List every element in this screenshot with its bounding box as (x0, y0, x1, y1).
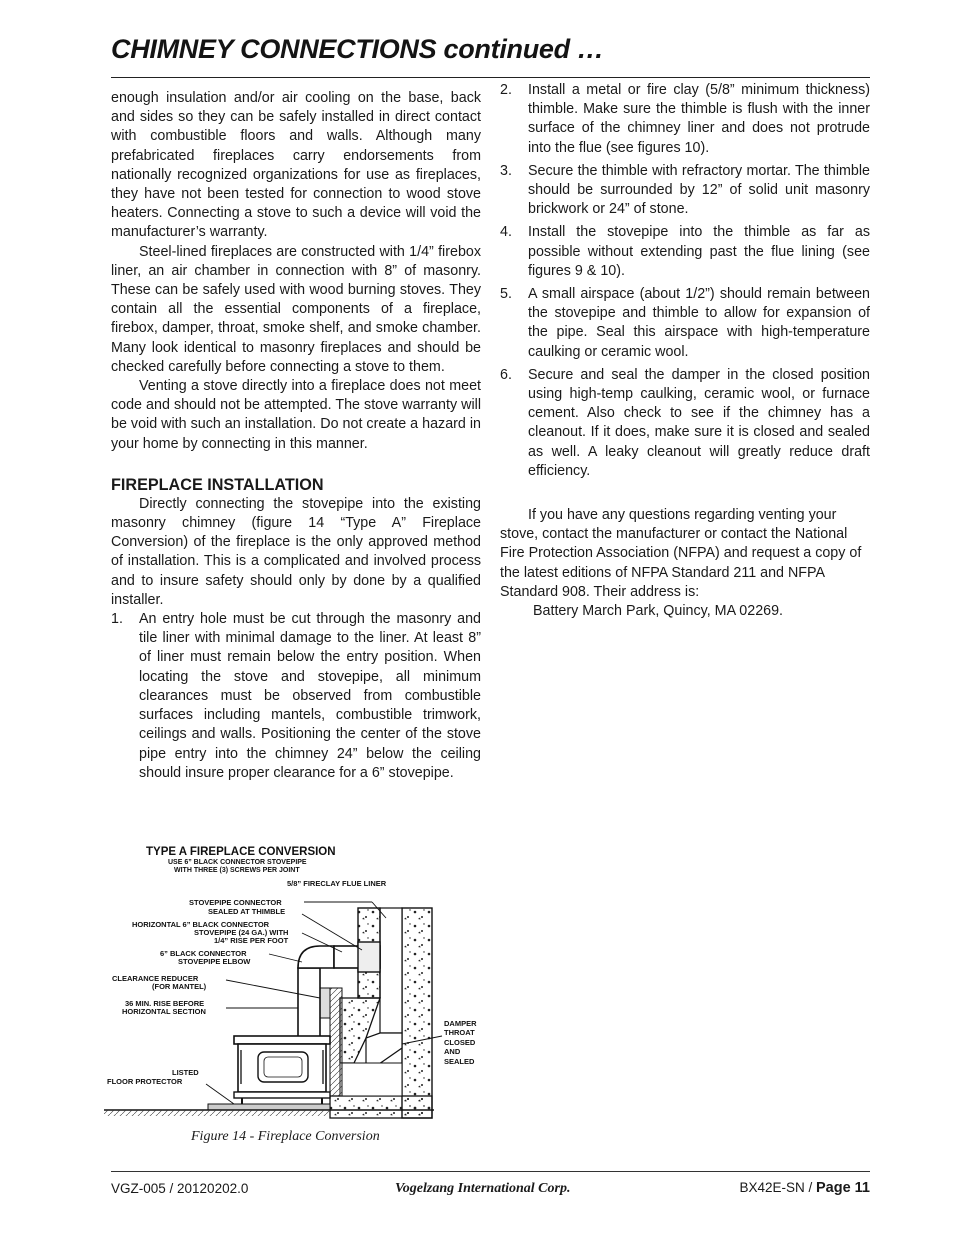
step-number: 2. (500, 82, 512, 98)
step-number: 6. (500, 366, 512, 383)
fireplace-diagram (104, 838, 494, 1123)
hearth-floor (330, 1096, 432, 1118)
page-number: Page 11 (815, 1180, 870, 1196)
label-connector: STOVEPIPE CONNECTOR (189, 898, 282, 907)
label-damper: AND (444, 1047, 461, 1056)
label-elbow: STOVEPIPE ELBOW (178, 957, 251, 966)
figure-title: TYPE A FIREPLACE CONVERSION (146, 846, 336, 858)
footer-company: Vogelzang International Corp. (395, 1181, 571, 1196)
step-number: 5. (500, 286, 512, 303)
figure-subtitle: USE 6” BLACK CONNECTOR STOVEPIPE (168, 859, 307, 866)
label-damper: SEALED (444, 1057, 475, 1066)
list-item (500, 223, 870, 281)
label-reducer: (FOR MANTEL) (152, 982, 207, 991)
page-title: CHIMNEY CONNECTIONS continued … (111, 34, 604, 64)
firebox-opening (340, 1063, 402, 1096)
step-text: Install the stovepipe into the thimble as far as possible without extending past the flue lining (see figures 9 & 10). (528, 224, 870, 279)
label-connector: SEALED AT THIMBLE (208, 907, 286, 916)
stove-door (258, 1052, 308, 1082)
paragraph: Steel-lined fireplaces are constructed with 1/4” firebox liner, an air chamber in connection with 8” of masonry. These can be safely used with wood burning stoves. They contain all the essential components of a fireplace, firebox, damper, throat, smoke shelf, and smoke chamber. Many look identical to masonry fireplaces and should be checked carefully before connecting a stove to them. (111, 243, 481, 375)
step-text: An entry hole must be cut through the masonry and tile liner with minimal damage to the liner. At least 8” of liner must remain below the entry position. When locating the stove and stovepipe, all minimum clearances must be observed from combustible surfaces including mantels, combustible trimwork, ceilings and walls. Positioning the center of the stove pipe entry into the chimney 24” below the ceiling should insure proper clearance for a 6” stovepipe. (139, 611, 481, 781)
stovepipe-elbow (298, 946, 334, 968)
mantel (330, 988, 342, 1096)
label-flue-liner: 5/8” FIRECLAY FLUE LINER (287, 879, 387, 888)
section-heading: FIREPLACE INSTALLATION (111, 475, 324, 494)
label-rise: 36 MIN. RISE BEFORE (125, 999, 205, 1008)
footer-doc-code: VGZ-005 / 20120202.0 (111, 1181, 249, 1196)
label-damper: THROAT (444, 1028, 475, 1037)
label-horizontal: HORIZONTAL 6” BLACK CONNECTOR (132, 920, 270, 929)
paragraph: enough insulation and/or air cooling on the base, back and sides so they can be safely installed in direct contact with combustible floors and walls. Although many prefabricated fireplaces carry endorsements from nationally recognized organizations for use as fireplaces, they have not been tested for connection to wood stove heaters. Connecting a stove to such a device will void the manufacturer’s warranty. (111, 90, 481, 241)
label-horizontal: STOVEPIPE (24 GA.) WITH (194, 928, 289, 937)
step-text: Install a metal or fire clay (5/8” minimum thickness) thimble. Make sure the thimble is flush with the inner surface of the chimney liner and does not protrude into the flue (see figures 10). (528, 82, 870, 156)
stove-base (234, 1092, 330, 1098)
title-divider (111, 77, 870, 78)
footer-page-info (739, 1180, 870, 1196)
list-item (500, 285, 870, 362)
fireplace-conversion-figure (104, 838, 494, 1123)
label-damper: CLOSED (444, 1038, 476, 1047)
step-number: 4. (500, 224, 512, 241)
footer-divider (111, 1171, 870, 1172)
chimney-back-wall (402, 908, 432, 1118)
flue-liner (380, 908, 402, 1033)
label-protector: FLOOR PROTECTOR (107, 1077, 183, 1086)
footer-model: BX42E-SN / (739, 1180, 816, 1195)
step-text: A small airspace (about 1/2”) should remain between the stovepipe and thimble to allow for expansion of the pipe. Seal this airspace with high-temperature caulking or ceramic wool. (528, 286, 870, 360)
label-protector: LISTED (172, 1068, 199, 1077)
step-text: Secure and seal the damper in the closed position using high-temp caulking, ceramic wool, or furnace cement. Also check to see if the chimney has a cleanout. If it does, make sure it is closed and sealed as well. A leaky cleanout will greatly reduce draft efficiency. (528, 366, 870, 479)
label-elbow: 6” BLACK CONNECTOR (160, 949, 247, 958)
step-number: 1. (111, 611, 123, 628)
list-item (500, 81, 870, 158)
label-reducer: CLEARANCE REDUCER (112, 974, 199, 983)
list-item (500, 162, 870, 220)
figure-caption: Figure 14 - Fireplace Conversion (191, 1129, 380, 1144)
figure-subtitle: WITH THREE (3) SCREWS PER JOINT (174, 867, 300, 874)
step-number: 3. (500, 162, 512, 179)
label-damper: DAMPER (444, 1019, 477, 1028)
paragraph: Venting a stove directly into a fireplace does not meet code and should not be attempted. The stove warranty will be void with such an installation. Do not create a hazard in your home by connecting in this manner. (111, 378, 481, 452)
thimble (358, 942, 380, 972)
list-item (500, 366, 870, 481)
label-rise: HORIZONTAL SECTION (122, 1007, 206, 1016)
clearance-reducer (320, 988, 330, 1018)
label-horizontal: 1/4” RISE PER FOOT (214, 936, 289, 945)
closing-paragraph: If you have any questions regarding venting your stove, contact the manufacturer or contact the National Fire Protection Association (NFPA) and request a copy of the latest editions of NFPA Standard 211 and NFPA Standard 908. Their address is: (500, 507, 862, 600)
left-column (111, 89, 481, 787)
paragraph: Directly connecting the stovepipe into the existing masonry chimney (figure 14 “Type A” Fireplace Conversion) of the fireplace is the only approved method of installation. This is a complicated and involved process and to insure safety should only by done by a qualified installer. (111, 495, 481, 608)
stovepipe-vertical (298, 968, 320, 1043)
step-text: Secure the thimble with refractory mortar. The thimble should be surrounded by 12” of solid unit masonry brickwork or 24” of stone. (528, 162, 870, 218)
step-list (500, 81, 870, 481)
list-item (111, 610, 481, 783)
step-list (111, 610, 481, 783)
floor-protector (208, 1104, 330, 1110)
address-line: Battery March Park, Quincy, MA 02269. (533, 603, 784, 620)
right-column (500, 81, 870, 621)
stove-top (234, 1036, 330, 1044)
